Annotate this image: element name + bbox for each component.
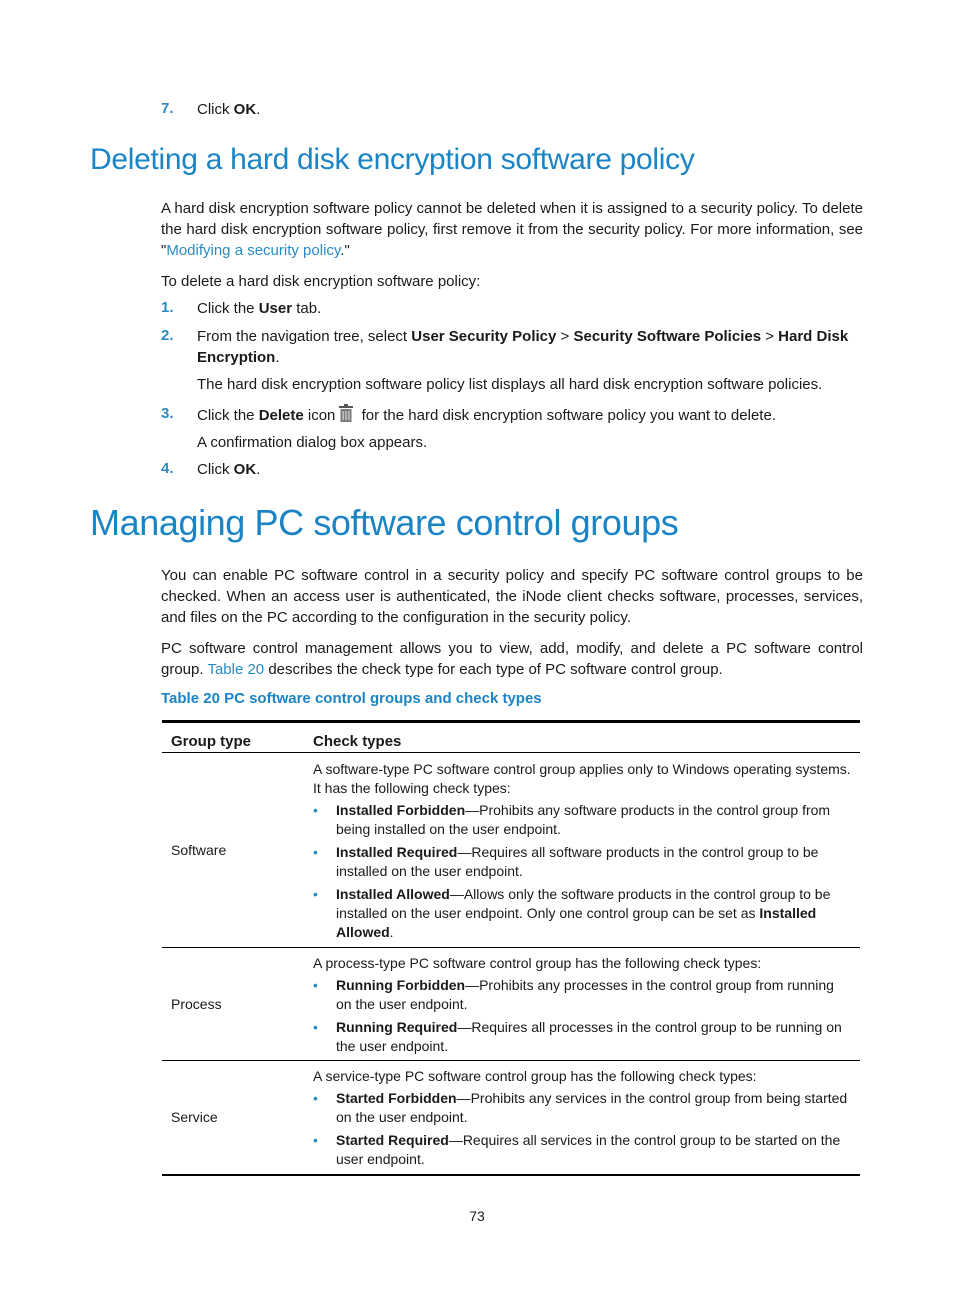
table-caption: Table 20 PC software control groups and check types — [161, 690, 542, 707]
bullet-icon: • — [313, 1090, 318, 1107]
step-number: 4. — [161, 460, 174, 477]
step-note: A confirmation dialog box appears. — [197, 434, 428, 451]
step-note: The hard disk encryption software policy list displays all hard disk encryption software policies. — [197, 376, 823, 393]
table-header-row — [162, 722, 860, 753]
step-number: 3. — [161, 405, 174, 422]
row-intro: A service-type PC software control group has the following check types: — [313, 1068, 757, 1085]
table-20-link[interactable]: Table 20 — [207, 661, 265, 678]
step-number: 7. — [161, 100, 174, 117]
row-intro: A process-type PC software control group has the following check types: — [313, 955, 762, 971]
column-header-group-type: Group type — [162, 722, 305, 753]
row-intro: A software-type PC software control group applies only to Windows operating systems. It has the following check types: — [313, 761, 851, 796]
modifying-security-policy-link[interactable]: Modifying a security policy — [166, 242, 341, 259]
bullet-icon: • — [313, 802, 318, 818]
list-item: • Installed Required—Requires all software products in the control group to be installed on the user endpoint. — [313, 844, 819, 879]
bullet-icon: • — [313, 844, 318, 860]
step-text: Click OK. — [197, 101, 261, 118]
check-types-cell — [305, 948, 860, 1061]
section-heading: Deleting a hard disk encryption software policy — [90, 143, 695, 176]
step-number: 2. — [161, 327, 174, 344]
list-item: • Installed Forbidden—Prohibits any software products in the control group from being installed on the user endpoint. — [313, 802, 831, 837]
table-row — [162, 753, 860, 948]
group-type-cell: Software — [171, 841, 227, 858]
overview-paragraph: You can enable PC software control in a security policy and specify PC software control groups to be checked. When an access user is authenticated, the iNode client checks software, processes, services, and files on the PC according to the configuration in the security policy. — [161, 567, 863, 626]
list-item: • Started Required—Requires all services in the control group to be started on the user endpoint. — [313, 1132, 841, 1168]
chapter-heading: Managing PC software control groups — [90, 502, 679, 543]
list-item: • Installed Allowed—Allows only the software products in the control group to be installed on the user endpoint. Only one control group can be set as Installed Allowed. — [313, 886, 831, 940]
list-item: • Started Forbidden—Prohibits any services in the control group from being started on the user endpoint. — [313, 1090, 848, 1126]
bullet-icon: • — [313, 1019, 318, 1035]
procedure-lead: To delete a hard disk encryption software policy: — [161, 273, 481, 290]
column-header-check-types: Check types — [305, 722, 860, 753]
step-text: Click the User tab. — [197, 300, 322, 317]
management-paragraph: PC software control management allows you to view, add, modify, and delete a PC software control group. Table 20 describes the check type for each type of PC software control group. — [161, 640, 863, 678]
intro-paragraph: A hard disk encryption software policy cannot be deleted when it is assigned to a security policy. To delete the hard disk encryption software policy, first remove it from the security policy. For more information, see "Modifying a security policy." — [161, 200, 863, 259]
check-types-cell — [305, 753, 860, 948]
group-type-cell: Process — [171, 995, 222, 1012]
group-type-cell: Service — [171, 1108, 218, 1125]
bullet-icon: • — [313, 886, 318, 902]
list-item: • Running Forbidden—Prohibits any processes in the control group from running on the user endpoint. — [313, 977, 834, 1012]
table-row — [162, 1061, 860, 1175]
list-item: • Running Required—Requires all processes in the control group to be running on the user endpoint. — [313, 1019, 842, 1054]
step-text: Click OK. — [197, 461, 261, 478]
bullet-icon: • — [313, 977, 318, 993]
bullet-icon: • — [313, 1132, 318, 1149]
table-row — [162, 948, 860, 1061]
page-number: 73 — [469, 1208, 485, 1224]
step-text: Click the Delete icon for the hard disk encryption software policy you want to delete. — [197, 404, 776, 426]
trash-icon — [339, 404, 353, 422]
step-text: From the navigation tree, select User Security Policy > Security Software Policies > Hard Disk Encryption. — [197, 328, 849, 366]
step-number: 1. — [161, 299, 174, 316]
check-types-cell — [305, 1061, 860, 1175]
check-types-table — [162, 720, 860, 1176]
